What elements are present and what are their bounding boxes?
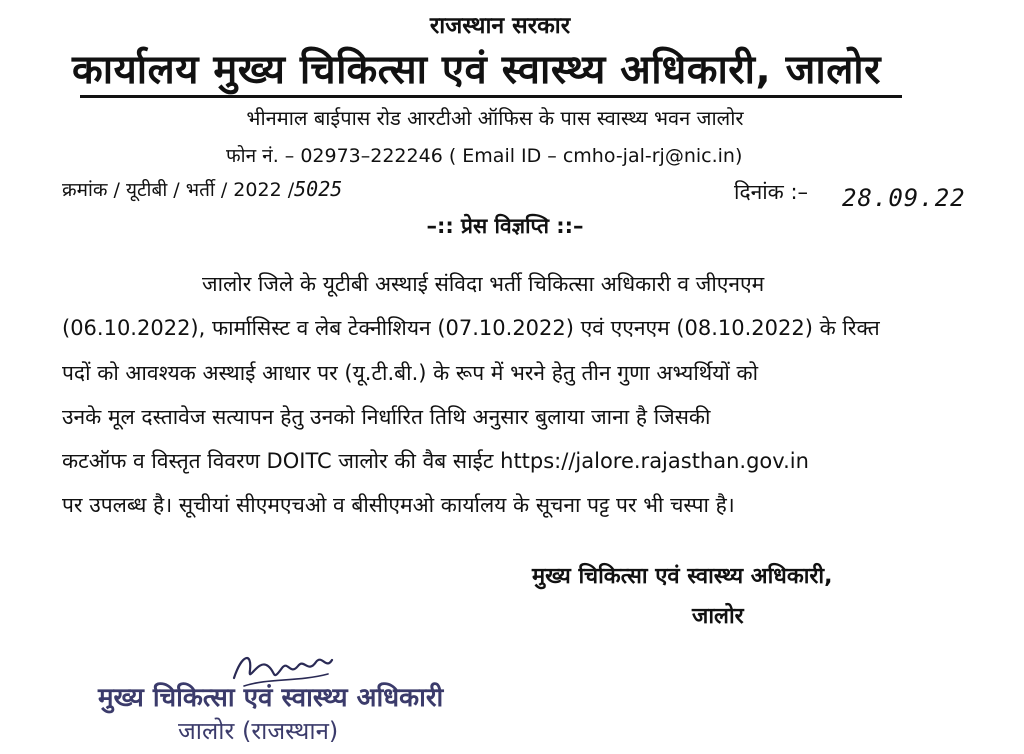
body-line: जालोर जिले के यूटीबी अस्थाई संविदा भर्ती चिकित्सा अधिकारी व जीएनएम bbox=[202, 272, 765, 296]
body-line: उनके मूल दस्तावेज सत्यापन हेतु उनको निर्धारित तिथि अनुसार बुलाया जाना है जिसकी bbox=[62, 404, 711, 429]
body-line: पर उपलब्ध है। सूचीयां सीएमएचओ व बीसीएमओ कार्यालय के सूचना पट्ट पर भी चस्पा है। bbox=[62, 493, 735, 518]
office-address: भीनमाल बाईपास रोड आरटीओ ऑफिस के पास स्वास्थ्य भवन जालोर bbox=[246, 106, 744, 130]
government-heading: राजस्थान सरकार bbox=[429, 13, 571, 39]
body-line: कटऑफ व विस्तृत विवरण DOITC जालोर की वैब साईट https://jalore.rajasthan.gov.in bbox=[62, 449, 809, 474]
date-label: दिनांक :– bbox=[734, 180, 809, 204]
office-title: कार्यालय मुख्य चिकित्सा एवं स्वास्थ्य अधिकारी, जालोर bbox=[72, 47, 882, 93]
press-release-heading: –:: प्रेस विज्ञप्ति ::– bbox=[426, 214, 584, 238]
body-line: पदों को आवश्यक अस्थाई आधार पर (यू.टी.बी.) के रूप में भरने हेतु तीन गुणा अभ्यर्थियों को bbox=[62, 360, 759, 385]
signatory-place: जालोर bbox=[692, 604, 744, 629]
office-stamp-title: मुख्य चिकित्सा एवं स्वास्थ्य अधिकारी bbox=[98, 683, 444, 713]
reference-number bbox=[62, 176, 342, 202]
office-title-underline bbox=[80, 95, 902, 98]
body-line: (06.10.2022), फार्मासिस्ट व लेब टेक्नीशियन (07.10.2022) एवं एएनएम (08.10.2022) के रिक्त bbox=[62, 316, 880, 341]
signatory-title: मुख्य चिकित्सा एवं स्वास्थ्य अधिकारी, bbox=[532, 564, 833, 589]
reference-number-prefix: क्रमांक / यूटीबी / भर्ती / 2022 / bbox=[62, 179, 295, 201]
press-release-body bbox=[62, 262, 942, 528]
reference-number-handwritten: 5025 bbox=[294, 177, 343, 201]
date-handwritten: 28.09.22 bbox=[842, 184, 966, 212]
office-phone-email: फोन नं. – 02973–222246 ( Email ID – cmho-jal-rj@nic.in) bbox=[226, 145, 743, 167]
office-stamp-place: जालोर (राजस्थान) bbox=[178, 717, 339, 745]
